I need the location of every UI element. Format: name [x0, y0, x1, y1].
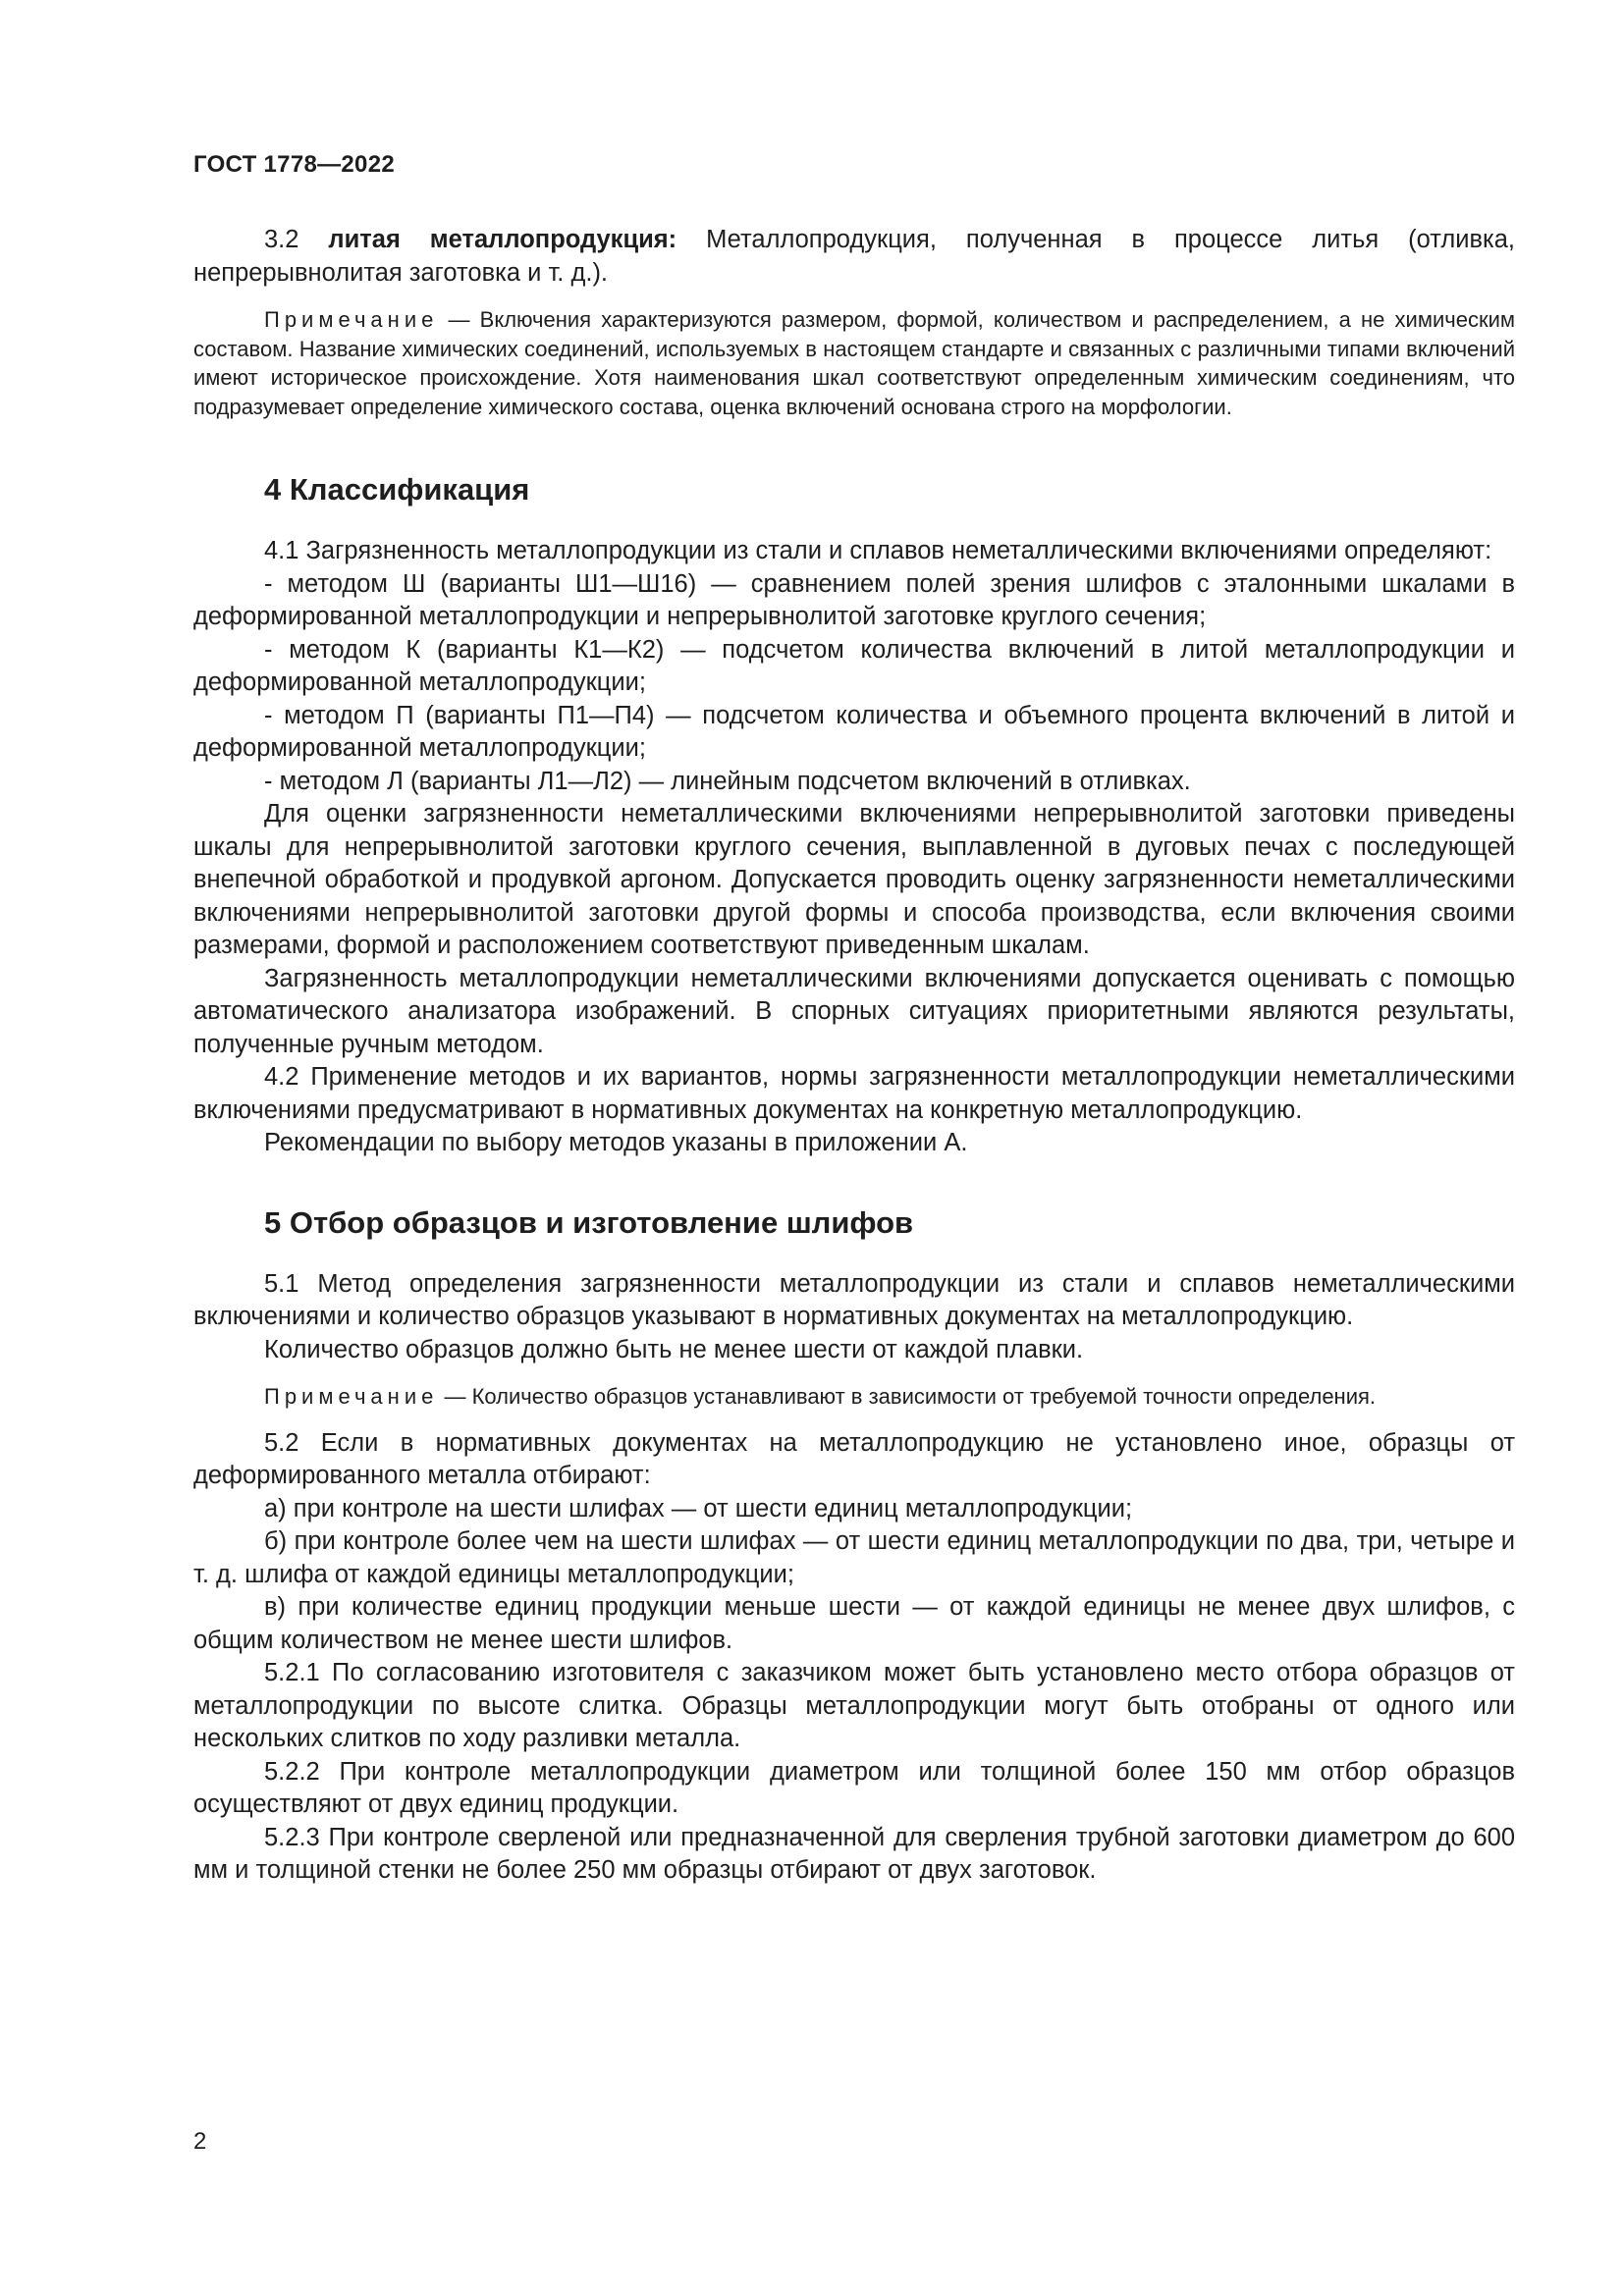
- page-number: 2: [193, 2128, 207, 2155]
- note-text: — Количество образцов устанавливают в зависимости от требуемой точности определения.: [444, 1384, 1377, 1409]
- paragraph-continuous-cast: Для оценки загрязненности неметаллическими включениями непрерывнолитой заготовки приведены шкалы для непрерывнолитой заготовки круглого сечения, выплавленной в дуговых печах с последующей внепечной обработкой и продувкой аргоном. Допускается проводить оценку загрязненности неметаллическими включениями непрерывнолитой заготовки другой формы и способа производства, если включения своими размерами, формой и расположением соответствуют приведенным шкалам.: [193, 800, 1515, 959]
- note-label: Примечание: [264, 307, 439, 332]
- term-name: литая металлопродукция:: [328, 226, 677, 253]
- paragraph-5-2: 5.2 Если в нормативных документах на металлопродукцию не установлено иное, образцы от деформированного металла отбирают:: [193, 1428, 1515, 1489]
- paragraph-recommendations: Рекомендации по выбору методов указаны в приложении А.: [264, 1129, 968, 1156]
- paragraph-5-2-1: 5.2.1 По согласованию изготовителя с заказчиком может быть установлено место отбора образцов от металлопродукции по высоте слитка. Образцы металлопродукции могут быть отобраны от одного или нескольких слитков по ходу разливки металла.: [193, 1659, 1515, 1752]
- paragraph-5-2-2: 5.2.2 При контроле металлопродукции диаметром или толщиной более 150 мм отбор образцов осуществляют от двух единиц продукции.: [193, 1757, 1515, 1818]
- paragraph-4-1: 4.1 Загрязненность металлопродукции из стали и сплавов неметаллическими включениями определяют:: [264, 537, 1492, 564]
- list-item-method-l: - методом Л (варианты Л1—Л2) — линейным подсчетом включений в отливках.: [264, 767, 1191, 795]
- paragraph-auto-analyzer: Загрязненность металлопродукции неметаллическими включениями допускается оценивать с помощью автоматического анализатора изображений. В спорных ситуациях приоритетными являются результаты, полученные ручным методом.: [193, 964, 1515, 1058]
- page-body: [193, 224, 1515, 1888]
- clause-number: 3.2: [264, 226, 299, 253]
- list-item-method-k: - методом К (варианты К1—К2) — подсчетом количества включений в литой металлопродукции и деформированной металлопродукции;: [193, 635, 1515, 696]
- paragraph-sample-count: Количество образцов должно быть не менее шести от каждой плавки.: [264, 1335, 1084, 1363]
- list-item-a: а) при контроле на шести шлифах — от шести единиц металлопродукции;: [264, 1494, 1133, 1522]
- paragraph-4-2: 4.2 Применение методов и их вариантов, нормы загрязненности металлопродукции неметаллическими включениями предусматривают в нормативных документах на конкретную металлопродукцию.: [193, 1063, 1515, 1124]
- paragraph-5-2-3: 5.2.3 При контроле сверленой или предназначенной для сверления трубной заготовки диаметром до 600 мм и толщиной стенки не более 250 мм образцы отбирают от двух заготовок.: [193, 1823, 1515, 1884]
- note-5-1: [193, 1382, 1515, 1412]
- term-definition: Металлопродукция, полученная в процессе литья (отливка, непрерывнолитая заготовка и т. д.).: [193, 226, 1516, 287]
- list-item-method-p: - методом П (варианты П1—П4) — подсчетом количества и объемного процента включений в литой и деформированной металлопродукции;: [193, 701, 1515, 762]
- paragraph-3-2: [193, 224, 1515, 290]
- section-5-heading: 5 Отбор образцов и изготовление шлифов: [264, 1204, 914, 1240]
- list-item-v: в) при количестве единиц продукции меньше шести — от каждой единицы не менее двух шлифов, с общим количеством не менее шести шлифов.: [193, 1593, 1515, 1654]
- section-4-heading: 4 Классификация: [264, 472, 530, 507]
- note-3-2: [193, 305, 1515, 421]
- note-label: Примечание: [264, 1384, 439, 1409]
- list-item-b: б) при контроле более чем на шести шлифах — от шести единиц металлопродукции по два, три, четыре и т. д. шлифа от каждой единицы металлопродукции;: [193, 1527, 1515, 1588]
- note-text: — Включения характеризуются размером, формой, количеством и распределением, а не химическим составом. Название химических соединений, используемых в настоящем стандарте и связанных с различными типами включений имеют историческое происхождение. Хотя наименования шкал соответствуют определенным химическим соединениям, что подразумевает определение химического состава, оценка включений основана строго на морфологии.: [193, 307, 1515, 419]
- list-item-method-sh: - методом Ш (варианты Ш1—Ш16) — сравнением полей зрения шлифов с эталонными шкалами в деформированной металлопродукции и непрерывнолитой заготовке круглого сечения;: [193, 569, 1515, 630]
- paragraph-5-1: 5.1 Метод определения загрязненности металлопродукции из стали и сплавов неметаллическими включениями и количество образцов указывают в нормативных документах на металлопродукцию.: [193, 1269, 1515, 1330]
- document-header: ГОСТ 1778—2022: [193, 151, 396, 178]
